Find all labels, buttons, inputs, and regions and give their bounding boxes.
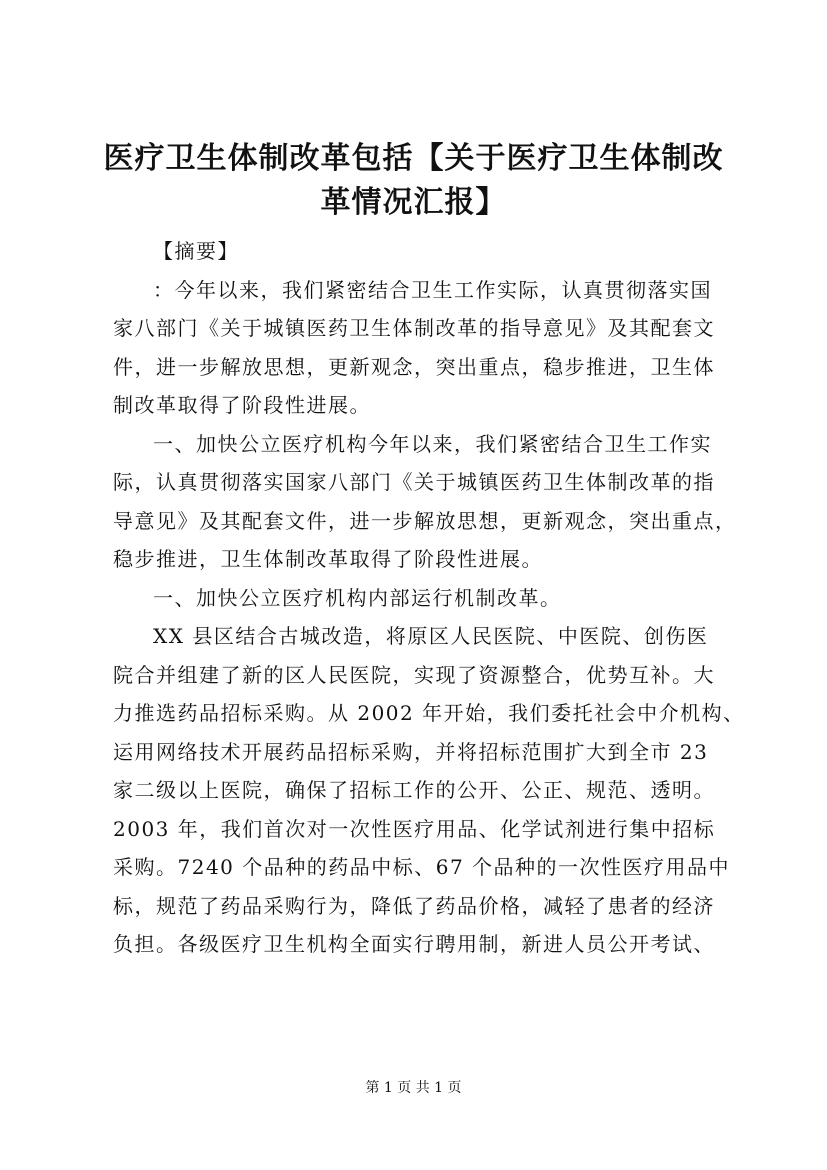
document-body [113, 232, 745, 964]
body-line: 家二级以上医院，确保了招标工作的公开、公正、规范、透明。 [113, 778, 715, 802]
body-line: 标，规范了药品采购行为，降低了药品价格，减轻了患者的经济 [113, 893, 715, 918]
document-title [100, 137, 727, 225]
body-line: 采购。7240 个品种的药品中标、67 个品种的一次性医疗用品中 [113, 855, 731, 879]
body-line: 家八部门《关于城镇医药卫生体制改革的指导意见》及其配套文 [113, 316, 715, 340]
body-line: ：今年以来，我们紧密结合卫生工作实际，认真贯彻落实国 [153, 277, 712, 302]
page-footer: 第 1 页 共 1 页 [365, 1080, 462, 1096]
title-line-2: 革情况汇报】 [320, 185, 507, 220]
body-line: 一、加快公立医疗机构今年以来，我们紧密结合卫生工作实 [153, 431, 712, 456]
body-line: 际，认真贯彻落实国家八部门《关于城镇医药卫生体制改革的指 [113, 470, 715, 494]
title-line-1: 医疗卫生体制改革包括【关于医疗卫生体制改 [103, 141, 724, 176]
body-line: XX 县区结合古城改造，将原区人民医院、中医院、创伤医 [153, 624, 709, 648]
body-line: 力推选药品招标采购。从 2002 年开始，我们委托社会中介机构、 [113, 701, 745, 725]
body-line: 一、加快公立医疗机构内部运行机制改革。 [153, 585, 562, 610]
body-line: 院合并组建了新的区人民医院，实现了资源整合，优势互补。大 [113, 662, 715, 687]
body-line: 制改革取得了阶段性进展。 [113, 393, 371, 417]
body-line: 件，进一步解放思想，更新观念，突出重点，稳步推进，卫生体 [113, 354, 715, 379]
body-line: 稳步推进，卫生体制改革取得了阶段性进展。 [113, 547, 543, 571]
body-line: 【摘要】 [153, 239, 239, 263]
body-line: 负担。各级医疗卫生机构全面实行聘用制，新进人员公开考试、 [113, 932, 715, 956]
body-line: 2003 年，我们首次对一次性医疗用品、化学试剂进行集中招标 [113, 816, 716, 841]
body-line: 导意见》及其配套文件，进一步解放思想，更新观念，突出重点， [113, 508, 737, 533]
body-line: 运用网络技术开展药品招标采购，并将招标范围扩大到全市 23 [113, 739, 709, 764]
